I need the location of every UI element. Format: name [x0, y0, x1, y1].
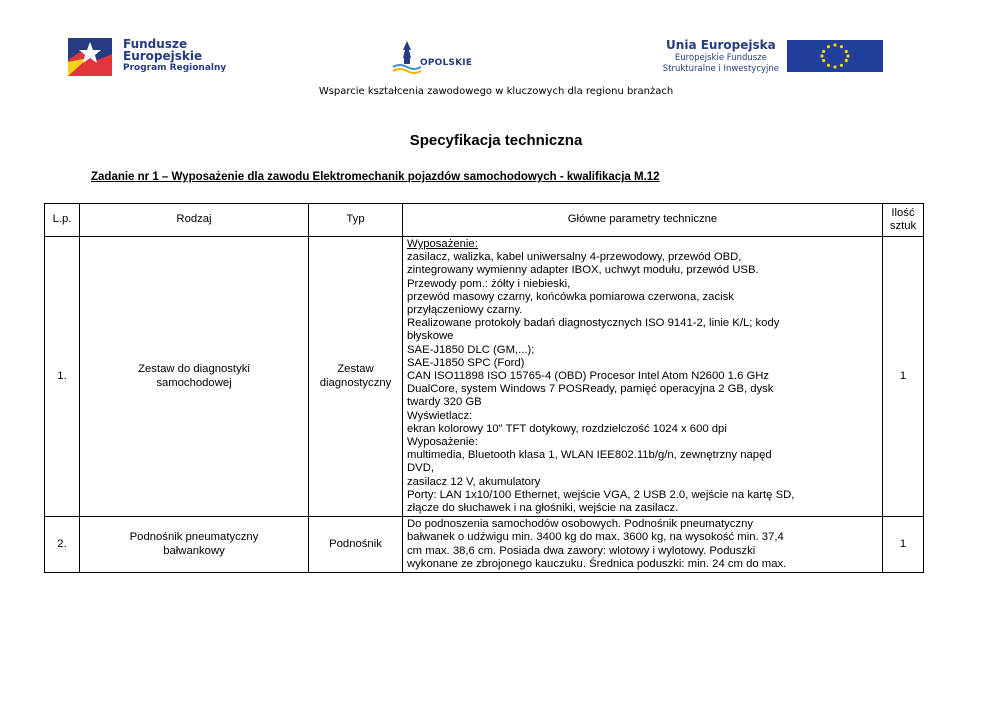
row2-params: [403, 517, 883, 573]
support-text: Wsparcie kształcenia zawodowego w kluczowych dla regionu branżach: [318, 86, 674, 97]
row1-rodzaj-line2: samochodowej: [156, 376, 232, 389]
header-ilosc-line2: sztuk: [889, 220, 917, 232]
row2-lp: 2.: [45, 517, 80, 573]
row2-rodzaj-line2: bałwankowy: [163, 544, 225, 557]
param-line: twardy 320 GB: [407, 396, 482, 409]
page-title: Specyfikacja techniczna: [409, 132, 583, 149]
param-line: CAN ISO11898 ISO 15765-4 (OBD) Procesor Intel Atom N2600 1.6 GHz: [407, 370, 770, 383]
param-line: wykonane ze zbrojonego kauczuku. Średnica poduszki: min. 24 cm do max.: [407, 557, 787, 570]
fe-logo-line1: Fundusze: [123, 37, 188, 51]
param-line: Wyświetlacz:: [407, 409, 473, 422]
row1-rodzaj: [80, 237, 309, 517]
param-line: przyłączeniowy czarny.: [407, 304, 523, 317]
row2-ilosc: 1: [883, 517, 924, 573]
row2-rodzaj-line1: Podnośnik pneumatyczny: [129, 531, 259, 544]
row2-typ: Podnośnik: [309, 517, 403, 573]
param-line: ekran kolorowy 10" TFT dotykowy, rozdzielczość 1024 x 600 dpi: [407, 422, 727, 435]
param-line: Porty: LAN 1x10/100 Ethernet, wejście VGA, 2 USB 2.0, wejście na kartę SD,: [407, 488, 795, 501]
param-line: Przewody pom.: żółty i niebieski,: [407, 277, 571, 290]
param-line: zasilacz 12 V, akumulatory: [407, 475, 541, 488]
ue-logo-line1: Unia Europejska: [666, 38, 776, 52]
opolskie-logo-text: OPOLSKIE: [420, 58, 473, 68]
unia-europejska-logo: [618, 40, 883, 74]
header-ilosc: [883, 204, 924, 237]
row1-typ-line1: Zestaw: [337, 363, 374, 376]
ue-logo-line3: Strukturalne i Inwestycyjne: [662, 64, 779, 74]
header-params: Główne parametry techniczne: [403, 204, 883, 237]
param-line: Wyposażenie:: [407, 238, 478, 250]
header-rodzaj: Rodzaj: [80, 204, 309, 237]
row1-rodzaj-line1: Zestaw do diagnostyki: [138, 363, 250, 376]
fe-flag-icon: [68, 38, 112, 76]
param-line: zintegrowany wymienny adapter IBOX, uchwyt modułu, przewód USB.: [407, 264, 759, 277]
ue-logo-line2: Europejskie Fundusze: [674, 53, 767, 63]
param-line: cm max. 38,6 cm. Posiada dwa zawory: wlotowy i wylotowy. Poduszki: [407, 544, 756, 557]
table-header-row: [45, 204, 924, 237]
row1-ilosc: 1: [883, 237, 924, 517]
header-lp: L.p.: [45, 204, 80, 237]
row1-typ: [309, 237, 403, 517]
table-row: [45, 517, 924, 573]
param-line: DVD,: [407, 462, 434, 475]
task-heading: Zadanie nr 1 – Wyposażenie dla zawodu Elektromechanik pojazdów samochodowych - kwalifikacja M.12: [91, 171, 660, 183]
row1-lp: 1.: [45, 237, 80, 517]
row1-params: [403, 237, 883, 517]
eu-flag-icon: [787, 40, 883, 72]
opolskie-logo: [392, 40, 484, 76]
row1-typ-line2: diagnostyczny: [319, 376, 392, 389]
param-line: bałwanek o udźwigu min. 3400 kg do max. 3600 kg, na wysokość min. 37,4: [407, 531, 784, 544]
specification-table: [44, 203, 924, 573]
param-line: SAE-J1850 SPC (Ford): [407, 356, 525, 369]
table-row: [45, 237, 924, 517]
header-typ: Typ: [309, 204, 403, 237]
param-line: zasilacz, walizka, kabel uniwersalny 4-przewodowy, przewód OBD,: [407, 251, 742, 264]
param-line: przewód masowy czarny, końcówka pomiarowa czerwona, zacisk: [407, 290, 734, 303]
param-line: Realizowane protokoły badań diagnostycznych ISO 9141-2, linie K/L; kody: [407, 317, 780, 330]
param-line: błyskowe: [407, 330, 454, 343]
param-line: Wyposażenie:: [407, 436, 478, 449]
fe-logo-line2: Europejskie: [123, 49, 203, 63]
header-ilosc-line1: Ilość: [891, 206, 915, 219]
row2-rodzaj: [80, 517, 309, 573]
fundusze-europejskie-logo: [68, 38, 258, 76]
param-line: złącze do słuchawek i na głośniki, wejście na zasilacz.: [407, 502, 679, 515]
param-line: SAE-J1850 DLC (GM,...);: [407, 343, 535, 356]
fe-logo-line3: Program Regionalny: [123, 63, 227, 73]
param-line: DualCore, system Windows 7 POSReady, pamięć operacyjna 2 GB, dysk: [407, 383, 774, 396]
param-line: multimedia, Bluetooth klasa 1, WLAN IEE802.11b/g/n, zewnętrzny napęd: [407, 449, 772, 462]
param-line: Do podnoszenia samochodów osobowych. Podnośnik pneumatyczny: [407, 518, 754, 531]
opolskie-emblem-icon: [392, 40, 422, 76]
